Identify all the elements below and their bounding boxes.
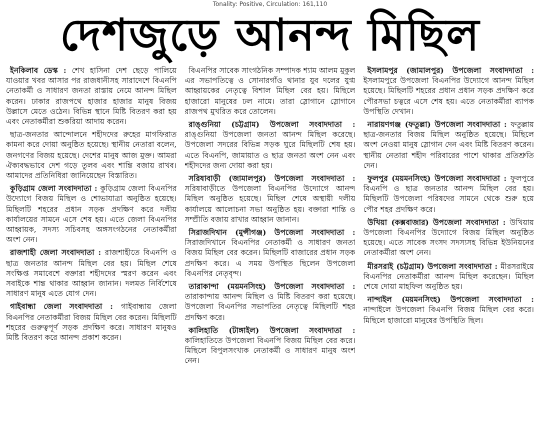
- article-paragraph: [185, 120, 356, 171]
- page-headline: দেশজুড়ে আনন্দ মিছিল: [59, 10, 481, 61]
- paragraph-text: সিরাজদিখানে বিএনপির নেতাকর্মী ও সাধারণ জনতা বিজয় মিছিল বের করেন। মিছিলটি বাজারের প্রধান সড়ক প্রদক্ষিণ করে। এ সময় উপস্থিত ছিলেন উপজেলা বিএনপির নেতৃবৃন্দ।: [184, 238, 356, 278]
- paragraph-text: ফতুল্লায় ছাত্র-জনতার বিজয় মিছিল অনুষ্ঠিত হয়েছে। মিছিলে অংশ নেওয়া মানুষ স্লোগান দেন এবং মিষ্টি বিতরণ করেন। স্থানীয় নেতারা শহীদ পরিবারের পাশে থাকার প্রতিশ্রুতি দেন।: [363, 120, 534, 170]
- dateline-lead: ইনকিলাব ডেস্ক :: [10, 66, 72, 75]
- dateline-lead: কালিহাতি (টাঙ্গাইল) উপজেলা সংবাদদাতা :: [188, 325, 356, 335]
- paragraph-text: ইসলামপুরে উপজেলা বিএনপির উদ্যোগে আনন্দ মিছিল হয়েছে। মিছিলটি শহরের প্রধান প্রধান সড়ক প্রদক্ষিণ করে পৌরসভা চত্বরে এসে শেষ হয়। এতে নেতাকর্মীরা ব্যাপক উপস্থিতি দেখান।: [363, 76, 534, 116]
- dateline-lead: তারাকান্দা (ময়মনসিংহ) উপজেলা সংবাদদাতা :: [188, 282, 356, 292]
- article-paragraph: [363, 262, 534, 293]
- article-paragraph: [363, 66, 534, 117]
- paragraph-text: ফুলপুরে বিএনপি ও ছাত্র জনতার আনন্দ মিছিল বের হয়। মিছিলটি উপজেলা পরিষদের সামনে থেকে শুরু হয়ে পৌর শহর প্রদক্ষিণ করে।: [363, 174, 534, 214]
- dateline-lead: সরিষাবাড়ী (জামালপুর) উপজেলা সংবাদদাতা :: [188, 174, 356, 184]
- paragraph-text: গাইবান্ধায় জেলা বিএনপির নেতাকর্মীরা বিজয় মিছিল বের করেন। মিছিলটি শহরের গুরুত্বপূর্ণ সড়ক প্রদক্ষিণ করে। সাধারণ মানুষও মিষ্টি বিতরণ করে আনন্দ প্রকাশ করেন।: [6, 302, 177, 343]
- dateline-lead: ইসলামপুর (জামালপুর) উপজেলা সংবাদদাতা :: [367, 66, 534, 75]
- circulation-info: Tonality: Positive, Circulation: 161,110: [212, 1, 328, 8]
- dateline-lead: গাইবান্ধা জেলা সংবাদদাতা :: [10, 302, 121, 312]
- article-paragraph: [363, 218, 534, 259]
- article-paragraph: [6, 248, 177, 299]
- dateline-lead: সিরাজদিখান (মুন্সীগঞ্জ) উপজেলা সংবাদদাতা :: [188, 228, 356, 238]
- paragraph-text: উখিয়ায় উপজেলা বিএনপির উদ্যোগে বিজয় মিছিল অনুষ্ঠিত হয়েছে। এতে সাবেক সংসদ সদস্যসহ বিভিন্ন ইউনিয়নের নেতাকর্মীরা অংশ নেন।: [363, 217, 534, 258]
- paragraph-text: মীরসরাইয়ে বিএনপির নেতাকর্মীরা আনন্দ মিছিল করেছেন। মিছিল শেষে দোয়া মাহফিল অনুষ্ঠিত হয়।: [363, 261, 534, 292]
- paragraph-text: শেখ হাসিনা দেশ ছেড়ে পালিয়ে যাওয়ার খবর আসার পর রাজধানীসহ সারাদেশে বিএনপি নেতাকর্মী ও সাধারণ জনতা রাস্তায় নেমে আনন্দ মিছিল করেন। ঢাকার রাজপথে হাজার হাজার মানুষ বিজয় উল্লাসে মেতে ওঠেন। বিভিন্ন স্থানে মিষ্টি বিতরণ করা হয় এবং নেতাকর্মীরা শুকরিয়া আদায় করেন।: [6, 66, 177, 127]
- paragraph-text: কালিহাতিতে উপজেলা বিএনপি বিজয় মিছিল বের করে। মিছিলে বিপুলসংখ্যক নেতাকর্মী ও সাধারণ মানুষ অংশ নেন।: [184, 336, 356, 366]
- article-paragraph: [363, 174, 534, 215]
- paragraph-text: নান্দাইলে উপজেলা বিএনপি বিজয় মিছিল বের করে। মিছিলে হাজারো মানুষের উপস্থিতি ছিল।: [363, 305, 534, 325]
- dateline-lead: নান্দাইল (ময়মনসিংহ) উপজেলা সংবাদদাতা :: [367, 295, 534, 305]
- paragraph-text: কুড়িগ্রাম জেলা বিএনপির উদ্যোগে বিজয় মিছিল ও শোভাযাত্রা অনুষ্ঠিত হয়েছে। মিছিলটি শহরের প্রধান সড়ক প্রদক্ষিণ করে দলীয় কার্যালয়ের সামনে এসে শেষ হয়। এতে জেলা বিএনপির আহ্বায়ক, সদস্য সচিবসহ অঙ্গসংগঠনের নেতাকর্মীরা অংশ নেন।: [6, 184, 177, 245]
- article-paragraph: [185, 228, 356, 279]
- column-1: [6, 66, 177, 438]
- dateline-lead: নারায়ণগঞ্জ (ফতুল্লা) উপজেলা সংবাদদাতা :: [367, 120, 511, 130]
- paragraph-text: রাঙ্গুনিয়া উপজেলা জনতা আনন্দ মিছিল করেছে। উপজেলা সদরের বিভিন্ন সড়ক ঘুরে মিছিলটি শেষ হয়। এতে বিএনপি, জামায়াত ও ছাত্র জনতা অংশ নেন এবং শহীদদের জন্য দোয়া করা হয়।: [184, 130, 356, 170]
- article-paragraph: [6, 130, 177, 181]
- article-paragraph: [185, 66, 356, 117]
- dateline-lead: রাঙ্গুনিয়া (চট্টগ্রাম) উপজেলা সংবাদদাতা :: [188, 120, 356, 130]
- paragraph-text: ছাত্র-জনতার আন্দোলনে শহীদদের রুহের মাগফিরাত কামনা করে দোয়া অনুষ্ঠিত হয়েছে। স্থানীয় নেতারা বলেন, জনগণের বিজয় হয়েছে। দেশের মানুষ আজ মুক্ত। আমরা ঐক্যবদ্ধভাবে দেশ গড়ে তুলব এবং শান্তি বজায় রাখব। আমাদের প্রতিনিধিরা জানিয়েছেন বিস্তারিত।: [6, 130, 177, 181]
- article-paragraph: [6, 302, 177, 343]
- article-paragraph: [363, 120, 534, 171]
- dateline-lead: উখিয়া (কক্সবাজার) উপজেলা সংবাদদাতা :: [367, 217, 510, 227]
- article-paragraph: [363, 295, 534, 326]
- dateline-lead: ফুলপুর (ময়মনসিংহ) উপজেলা সংবাদদাতা :: [367, 174, 511, 184]
- paragraph-text: বিএনপির সাবেক সাংগঠনিক সম্পাদক শ্যাম আলম মুকুল এর সভাপতিত্বে ও সোনারগাঁও থানার যুব দলের যুগ্ম আহ্বায়কের নেতৃত্বে বিশাল মিছিল বের হয়। মিছিলে হাজারো মানুষের ঢল নামে। তারা স্লোগানে স্লোগানে রাজপথ মুখরিত করে তোলেন।: [184, 66, 356, 116]
- article-paragraph: [6, 184, 177, 245]
- paragraph-text: তারাকান্দায় আনন্দ মিছিল ও মিষ্টি বিতরণ করা হয়েছে। উপজেলা বিএনপির সভাপতির নেতৃত্বে মিছিলটি শহর প্রদক্ষিণ করে।: [184, 292, 356, 322]
- column-2: [185, 66, 356, 438]
- dateline-lead: মীরসরাই (চট্টগ্রাম) উপজেলা সংবাদদাতা :: [367, 261, 501, 271]
- article-paragraph: [185, 326, 356, 367]
- article-columns: [6, 66, 534, 438]
- paragraph-text: সরিষাবাড়ীতে উপজেলা বিএনপির উদ্যোগে আনন্দ মিছিল অনুষ্ঠিত হয়েছে। মিছিল শেষে অস্থায়ী দলীয় কার্যালয়ে আলোচনা সভা অনুষ্ঠিত হয়। বক্তারা শান্তি ও সম্প্রীতি বজায় রাখার আহ্বান জানান।: [184, 184, 356, 224]
- article-paragraph: [185, 174, 356, 225]
- column-3: [363, 66, 534, 438]
- article-paragraph: [185, 282, 356, 323]
- dateline-lead: রাজশাহী জেলা সংবাদদাতা :: [10, 248, 105, 258]
- dateline-lead: কুড়িগ্রাম জেলা সংবাদদাতা :: [10, 184, 101, 194]
- paragraph-text: রাজশাহীতে বিএনপি ও ছাত্র জনতার আনন্দ মিছিল বের হয়। মিছিল শেষে সংক্ষিপ্ত সমাবেশে বক্তারা শহীদদের স্মরণ করেন এবং সবাইকে শান্ত থাকার আহ্বান জানান। দলমত নির্বিশেষে সাধারণ মানুষ এতে যোগ দেন।: [6, 248, 177, 299]
- article-paragraph: [6, 66, 177, 127]
